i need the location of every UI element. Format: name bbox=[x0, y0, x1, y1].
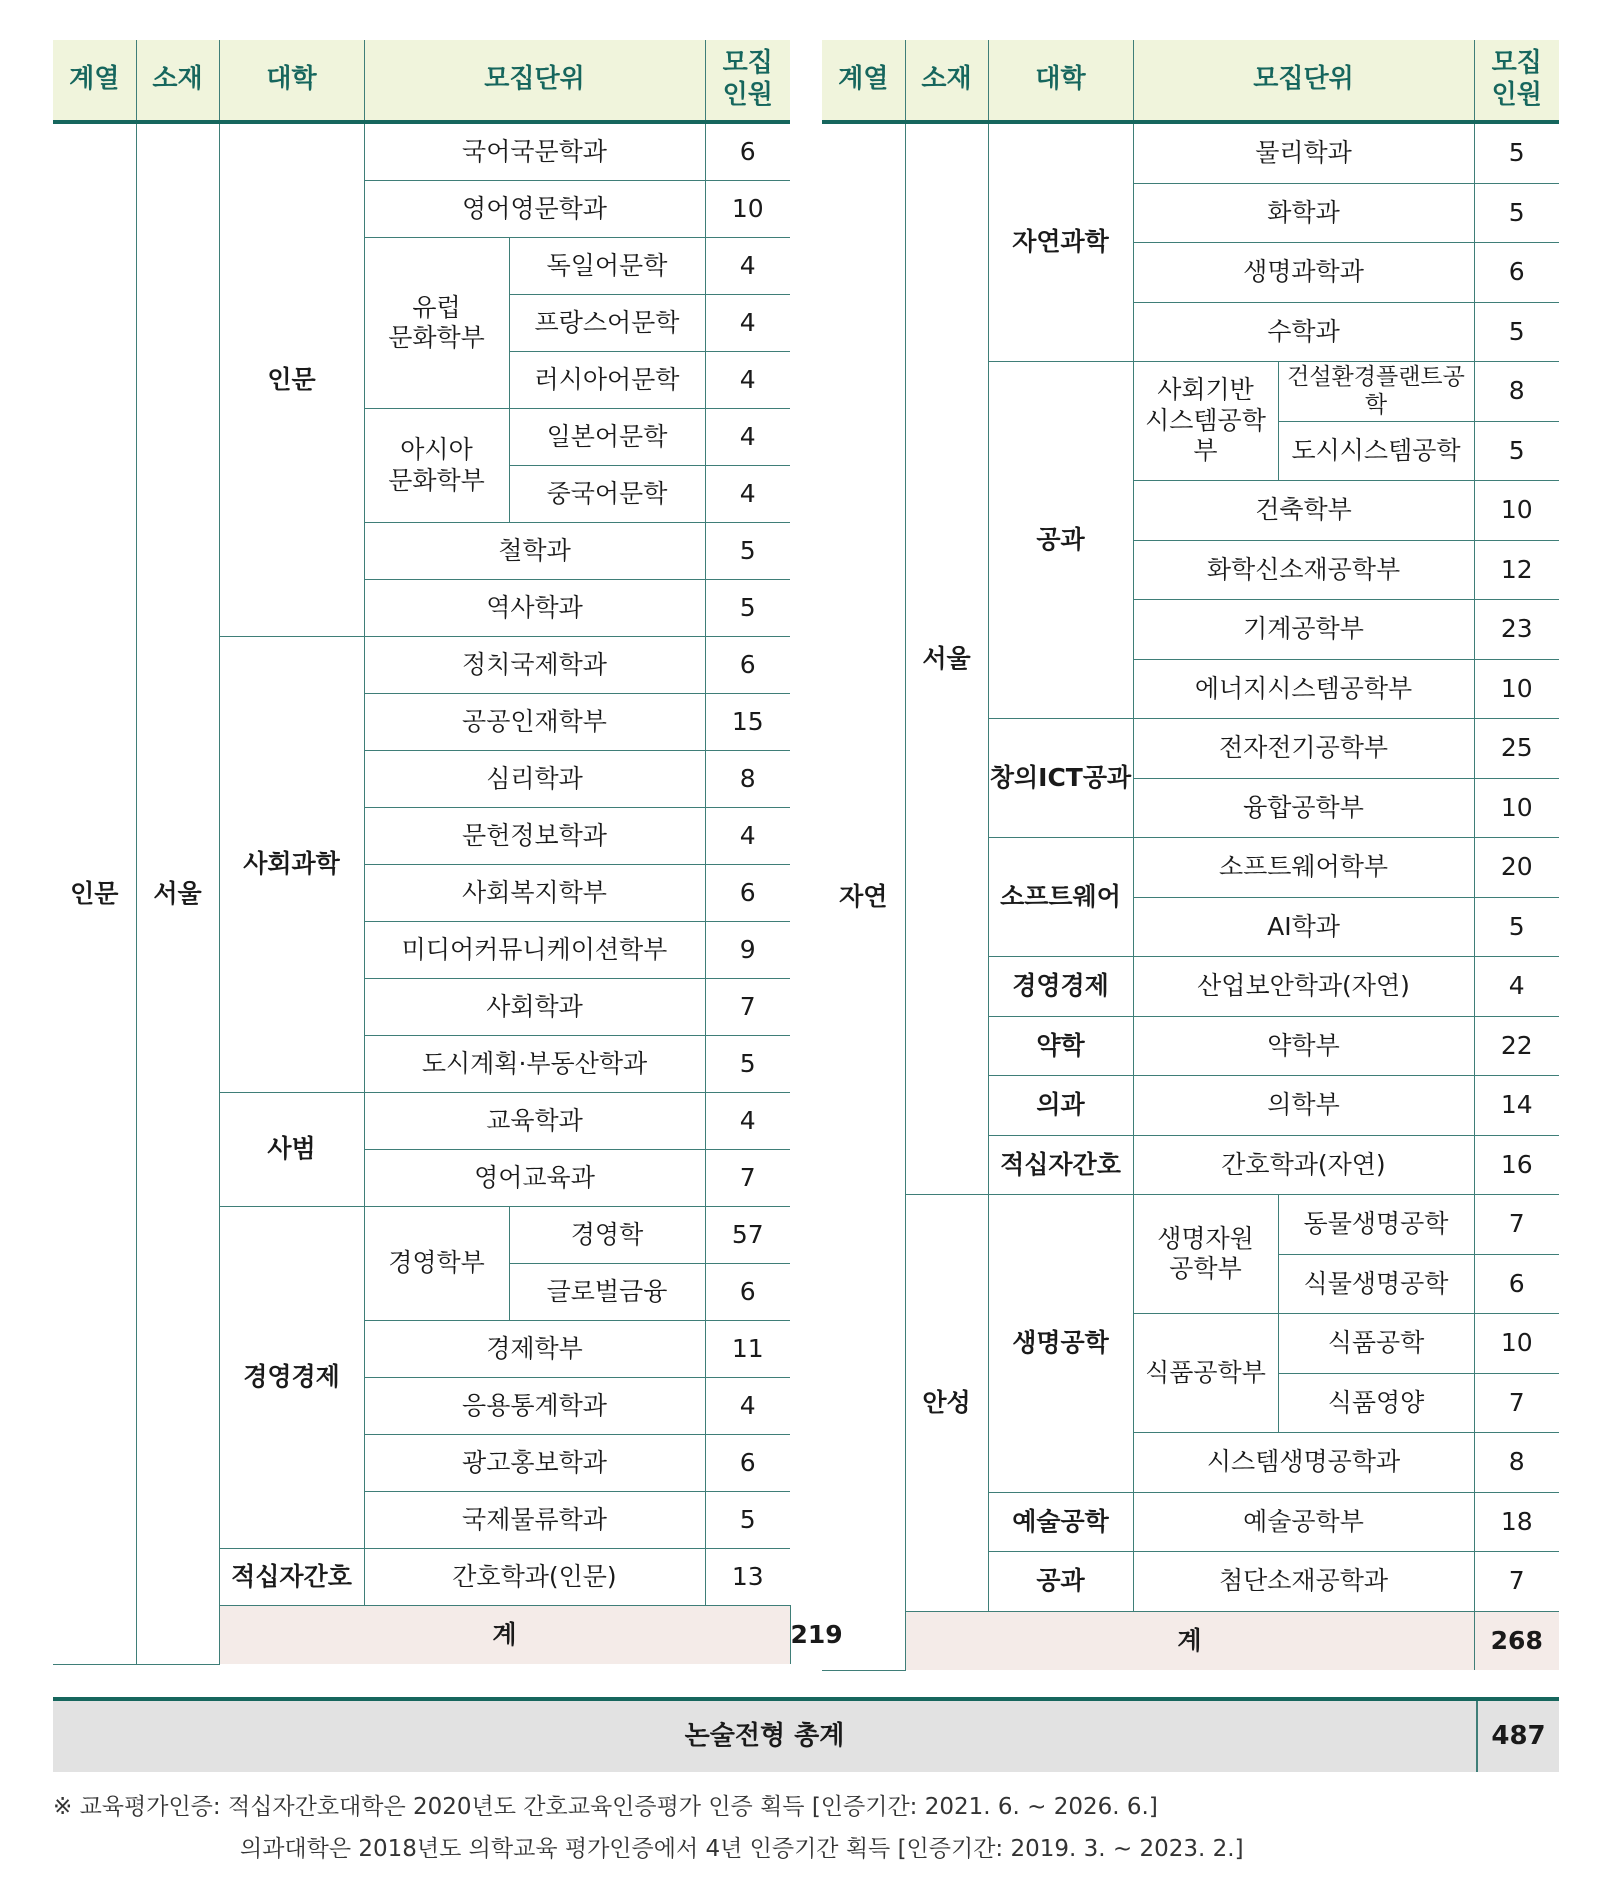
quota-cell: 10 bbox=[1474, 778, 1559, 838]
quota-cell: 9 bbox=[705, 922, 790, 979]
accreditation-note-medicine: 의과대학은 2018년도 의학교육 평가인증에서 4년 인증기간 획득 [인증기간: 2019. 3. ~ 2023. 2.] bbox=[240, 1836, 1244, 1862]
group-cell: 아시아 문화학부 bbox=[364, 409, 509, 523]
unit-cell: 소프트웨어학부 bbox=[1133, 838, 1474, 898]
unit-cell: 정치국제학과 bbox=[364, 637, 705, 694]
unit-cell: 국제물류학과 bbox=[364, 1492, 705, 1549]
quota-cell: 4 bbox=[705, 808, 790, 865]
header-location: 소재 bbox=[136, 40, 219, 122]
quota-cell: 5 bbox=[705, 1036, 790, 1093]
quota-cell: 4 bbox=[705, 1093, 790, 1150]
unit-cell: 간호학과(자연) bbox=[1133, 1135, 1474, 1195]
quota-cell: 10 bbox=[705, 181, 790, 238]
quota-cell: 6 bbox=[705, 122, 790, 181]
unit-cell: 건축학부 bbox=[1133, 481, 1474, 541]
quota-cell: 4 bbox=[705, 1378, 790, 1435]
unit-cell: 중국어문학 bbox=[509, 466, 705, 523]
quota-cell: 6 bbox=[705, 865, 790, 922]
quota-cell: 5 bbox=[1474, 183, 1559, 243]
unit-cell: 러시아어문학 bbox=[509, 352, 705, 409]
unit-cell: 심리학과 bbox=[364, 751, 705, 808]
quota-cell: 7 bbox=[1474, 1195, 1559, 1255]
unit-cell: 융합공학부 bbox=[1133, 778, 1474, 838]
quota-cell: 6 bbox=[705, 1264, 790, 1321]
header-quota: 모집 인원 bbox=[705, 40, 790, 122]
unit-cell: 의학부 bbox=[1133, 1076, 1474, 1136]
header-track: 계열 bbox=[822, 40, 905, 122]
header-unit: 모집단위 bbox=[1133, 40, 1474, 122]
college-cell: 예술공학 bbox=[988, 1492, 1133, 1552]
unit-cell: 건설환경플랜트공학 bbox=[1278, 362, 1474, 422]
quota-cell: 18 bbox=[1474, 1492, 1559, 1552]
quota-cell: 6 bbox=[705, 637, 790, 694]
quota-cell: 4 bbox=[705, 238, 790, 295]
quota-cell: 4 bbox=[1474, 957, 1559, 1017]
header-college: 대학 bbox=[988, 40, 1133, 122]
quota-cell: 6 bbox=[1474, 1254, 1559, 1314]
unit-cell: 문헌정보학과 bbox=[364, 808, 705, 865]
quota-cell: 5 bbox=[1474, 302, 1559, 362]
quota-cell: 14 bbox=[1474, 1076, 1559, 1136]
college-cell: 적십자간호 bbox=[219, 1549, 364, 1606]
location-cell: 서울 bbox=[905, 122, 988, 1195]
college-cell: 인문 bbox=[219, 122, 364, 637]
unit-cell: 프랑스어문학 bbox=[509, 295, 705, 352]
subtotal-row bbox=[822, 1611, 1559, 1670]
unit-cell: 화학신소재공학부 bbox=[1133, 540, 1474, 600]
college-cell: 소프트웨어 bbox=[988, 838, 1133, 957]
unit-cell: 도시계획·부동산학과 bbox=[364, 1036, 705, 1093]
college-cell: 적십자간호 bbox=[988, 1135, 1133, 1195]
grand-total-value: 487 bbox=[1491, 1721, 1546, 1751]
group-cell: 식품공학부 bbox=[1133, 1314, 1278, 1433]
quota-cell: 7 bbox=[705, 1150, 790, 1207]
track-cell: 자연 bbox=[822, 122, 905, 1670]
quota-cell: 11 bbox=[705, 1321, 790, 1378]
unit-cell: 교육학과 bbox=[364, 1093, 705, 1150]
group-cell: 경영학부 bbox=[364, 1207, 509, 1321]
unit-cell: 철학과 bbox=[364, 523, 705, 580]
unit-cell: 예술공학부 bbox=[1133, 1492, 1474, 1552]
college-cell: 의과 bbox=[988, 1076, 1133, 1136]
location-cell: 안성 bbox=[905, 1195, 988, 1612]
table-header-row bbox=[53, 40, 790, 122]
unit-cell: 식품공학 bbox=[1278, 1314, 1474, 1374]
quota-cell: 5 bbox=[705, 580, 790, 637]
header-unit: 모집단위 bbox=[364, 40, 705, 122]
quota-cell: 4 bbox=[705, 466, 790, 523]
quota-cell: 15 bbox=[705, 694, 790, 751]
college-cell: 생명공학 bbox=[988, 1195, 1133, 1493]
unit-cell: 도시시스템공학 bbox=[1278, 421, 1474, 481]
grand-total-row bbox=[53, 1697, 1559, 1772]
header-location: 소재 bbox=[905, 40, 988, 122]
unit-cell: 역사학과 bbox=[364, 580, 705, 637]
quota-cell: 57 bbox=[705, 1207, 790, 1264]
quota-cell: 12 bbox=[1474, 540, 1559, 600]
natural-science-admission-table bbox=[822, 40, 1559, 1671]
unit-cell: 광고홍보학과 bbox=[364, 1435, 705, 1492]
table-header-row bbox=[822, 40, 1559, 122]
quota-cell: 4 bbox=[705, 295, 790, 352]
unit-cell: 식품영양 bbox=[1278, 1373, 1474, 1433]
unit-cell: 일본어문학 bbox=[509, 409, 705, 466]
subtotal-value: 268 bbox=[1474, 1611, 1559, 1670]
grand-total-label: 논술전형 총계 bbox=[684, 1721, 845, 1751]
table-row bbox=[822, 122, 1559, 183]
unit-cell: 생명과학과 bbox=[1133, 243, 1474, 303]
quota-cell: 22 bbox=[1474, 1016, 1559, 1076]
quota-cell: 4 bbox=[705, 409, 790, 466]
quota-cell: 10 bbox=[1474, 481, 1559, 541]
unit-cell: 기계공학부 bbox=[1133, 600, 1474, 660]
quota-cell: 7 bbox=[705, 979, 790, 1036]
quota-cell: 5 bbox=[1474, 421, 1559, 481]
college-cell: 경영경제 bbox=[988, 957, 1133, 1017]
unit-cell: 전자전기공학부 bbox=[1133, 719, 1474, 779]
quota-cell: 25 bbox=[1474, 719, 1559, 779]
college-cell: 약학 bbox=[988, 1016, 1133, 1076]
quota-cell: 5 bbox=[1474, 122, 1559, 183]
quota-cell: 4 bbox=[705, 352, 790, 409]
unit-cell: 사회학과 bbox=[364, 979, 705, 1036]
subtotal-label: 계 bbox=[219, 1606, 790, 1665]
unit-cell: 식물생명공학 bbox=[1278, 1254, 1474, 1314]
college-cell: 공과 bbox=[988, 362, 1133, 719]
quota-cell: 5 bbox=[705, 523, 790, 580]
college-cell: 자연과학 bbox=[988, 122, 1133, 362]
quota-cell: 10 bbox=[1474, 1314, 1559, 1374]
unit-cell: 사회복지학부 bbox=[364, 865, 705, 922]
unit-cell: 미디어커뮤니케이션학부 bbox=[364, 922, 705, 979]
quota-cell: 6 bbox=[705, 1435, 790, 1492]
unit-cell: 수학과 bbox=[1133, 302, 1474, 362]
unit-cell: 간호학과(인문) bbox=[364, 1549, 705, 1606]
header-college: 대학 bbox=[219, 40, 364, 122]
unit-cell: 국어국문학과 bbox=[364, 122, 705, 181]
subtotal-label: 계 bbox=[905, 1611, 1474, 1670]
group-cell: 사회기반 시스템공학부 bbox=[1133, 362, 1278, 481]
unit-cell: 경제학부 bbox=[364, 1321, 705, 1378]
unit-cell: 독일어문학 bbox=[509, 238, 705, 295]
unit-cell: 동물생명공학 bbox=[1278, 1195, 1474, 1255]
humanities-admission-table bbox=[53, 40, 843, 1665]
college-cell: 사회과학 bbox=[219, 637, 364, 1093]
quota-cell: 7 bbox=[1474, 1373, 1559, 1433]
quota-cell: 13 bbox=[705, 1549, 790, 1606]
college-cell: 경영경제 bbox=[219, 1207, 364, 1549]
unit-cell: 공공인재학부 bbox=[364, 694, 705, 751]
location-cell: 서울 bbox=[136, 122, 219, 1664]
unit-cell: 경영학 bbox=[509, 1207, 705, 1264]
college-cell: 사범 bbox=[219, 1093, 364, 1207]
unit-cell: 산업보안학과(자연) bbox=[1133, 957, 1474, 1017]
unit-cell: 영어교육과 bbox=[364, 1150, 705, 1207]
group-cell: 유럽 문화학부 bbox=[364, 238, 509, 409]
subtotal-row: 계 219 bbox=[53, 1606, 790, 1665]
unit-cell: 시스템생명공학과 bbox=[1133, 1433, 1474, 1493]
quota-cell: 5 bbox=[705, 1492, 790, 1549]
header-track: 계열 bbox=[53, 40, 136, 122]
quota-cell: 23 bbox=[1474, 600, 1559, 660]
unit-cell: 물리학과 bbox=[1133, 122, 1474, 183]
table-row bbox=[822, 1195, 1559, 1255]
unit-cell: 첨단소재공학과 bbox=[1133, 1552, 1474, 1612]
unit-cell: 응용통계학과 bbox=[364, 1378, 705, 1435]
college-cell: 창의ICT공과 bbox=[988, 719, 1133, 838]
table-row bbox=[53, 122, 790, 181]
accreditation-note-nursing: ※ 교육평가인증: 적십자간호대학은 2020년도 간호교육인증평가 인증 획득 [인증기간: 2021. 6. ~ 2026. 6.] bbox=[53, 1794, 1158, 1820]
track-cell: 인문 bbox=[53, 122, 136, 1664]
quota-cell: 20 bbox=[1474, 838, 1559, 898]
unit-cell: 영어영문학과 bbox=[364, 181, 705, 238]
unit-cell: 글로벌금융 bbox=[509, 1264, 705, 1321]
quota-cell: 6 bbox=[1474, 243, 1559, 303]
quota-cell: 8 bbox=[1474, 1433, 1559, 1493]
group-cell: 생명자원 공학부 bbox=[1133, 1195, 1278, 1314]
quota-cell: 5 bbox=[1474, 897, 1559, 957]
unit-cell: 약학부 bbox=[1133, 1016, 1474, 1076]
quota-cell: 8 bbox=[1474, 362, 1559, 422]
header-quota: 모집 인원 bbox=[1474, 40, 1559, 122]
college-cell: 공과 bbox=[988, 1552, 1133, 1612]
quota-cell: 8 bbox=[705, 751, 790, 808]
unit-cell: 에너지시스템공학부 bbox=[1133, 659, 1474, 719]
quota-cell: 16 bbox=[1474, 1135, 1559, 1195]
unit-cell: AI학과 bbox=[1133, 897, 1474, 957]
unit-cell: 화학과 bbox=[1133, 183, 1474, 243]
quota-cell: 7 bbox=[1474, 1552, 1559, 1612]
quota-cell: 10 bbox=[1474, 659, 1559, 719]
